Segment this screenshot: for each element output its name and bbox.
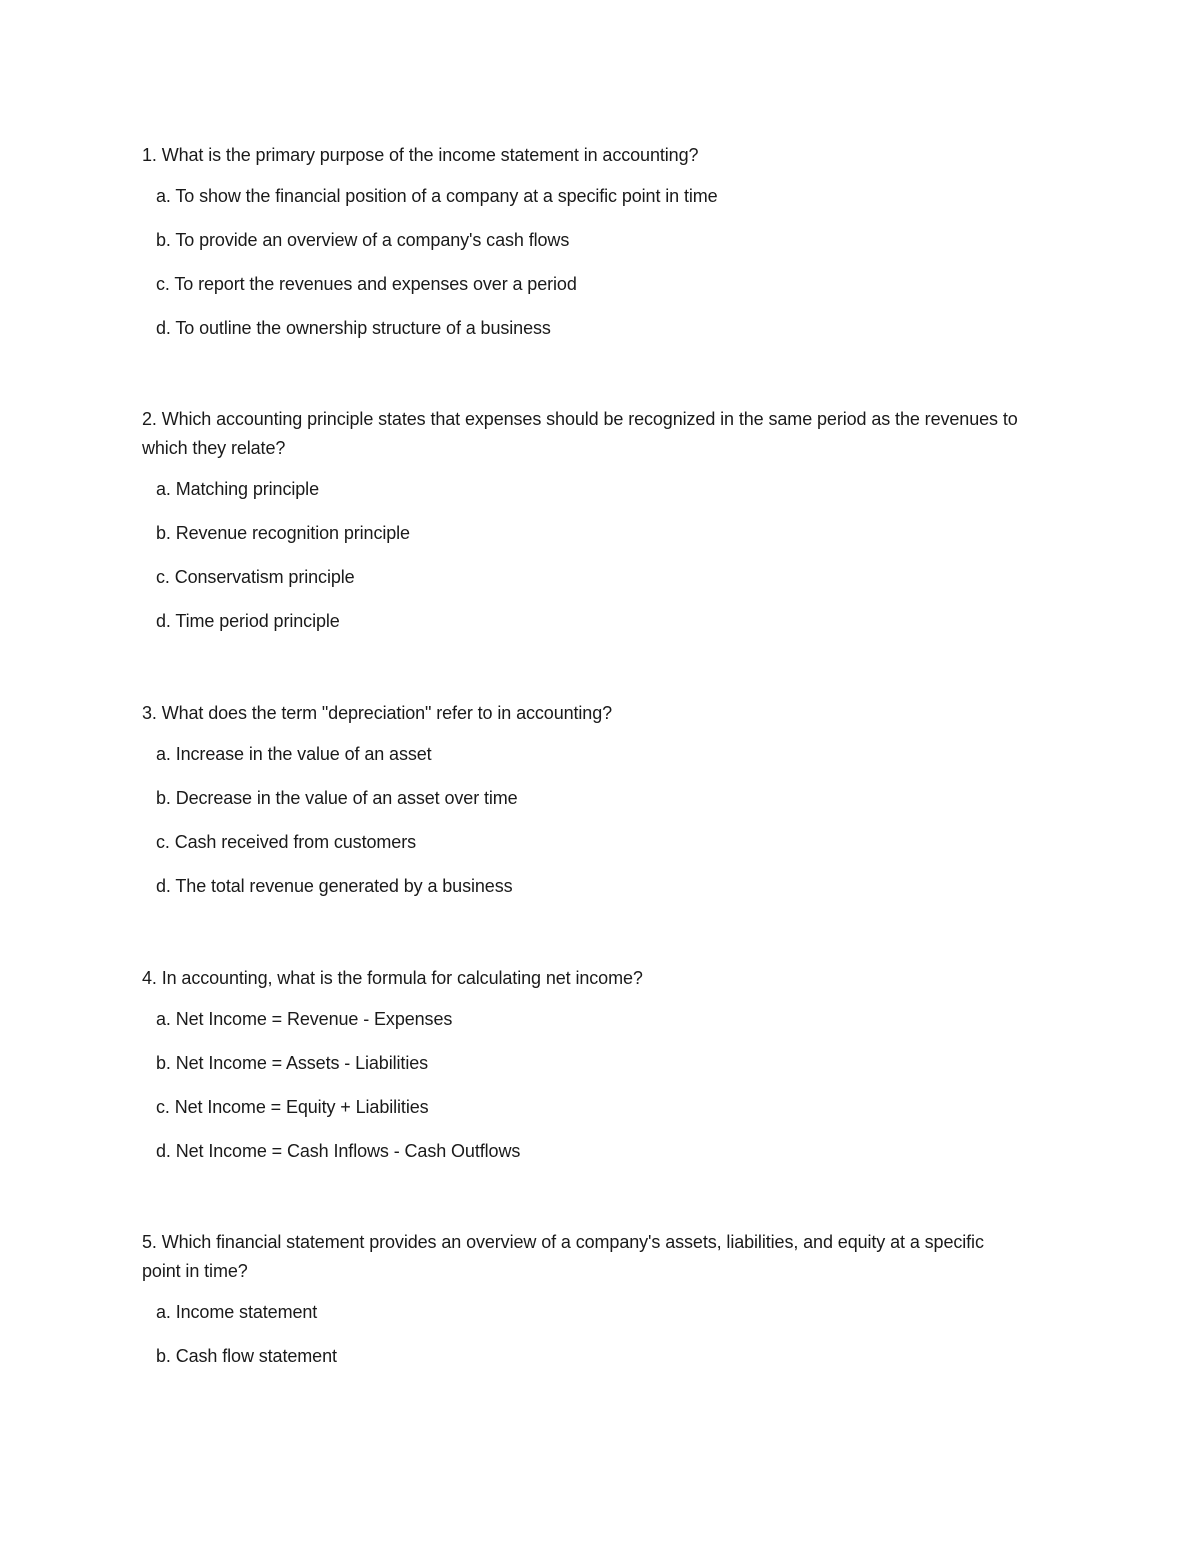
question-4: [142, 964, 1022, 1162]
option-d: d. Net Income = Cash Inflows - Cash Outflows: [156, 1141, 521, 1161]
answer-options: [142, 1008, 1022, 1162]
option-c: c. To report the revenues and expenses over a period: [156, 274, 577, 294]
option-a: a. Net Income = Revenue - Expenses: [156, 1009, 453, 1029]
question-3: [142, 699, 1022, 897]
option-b: b. Decrease in the value of an asset over time: [156, 788, 518, 808]
option-a: a. Income statement: [156, 1302, 318, 1322]
question-text: 5. Which financial statement provides an overview of a company's assets, liabilities, and equity at a specific point in time?: [142, 1232, 984, 1281]
option-a: a. To show the financial position of a company at a specific point in time: [156, 186, 718, 206]
option-c: c. Net Income = Equity + Liabilities: [156, 1097, 429, 1117]
option-a: a. Matching principle: [156, 479, 319, 499]
option-b: b. Net Income = Assets - Liabilities: [156, 1053, 429, 1073]
question-5: [142, 1228, 1022, 1367]
answer-options: [142, 478, 1022, 632]
question-text: 2. Which accounting principle states that expenses should be recognized in the same period as the revenues to which they relate?: [142, 409, 1018, 458]
option-c: c. Cash received from customers: [156, 832, 416, 852]
option-b: b. Cash flow statement: [156, 1346, 337, 1366]
option-b: b. Revenue recognition principle: [156, 523, 410, 543]
option-d: d. To outline the ownership structure of a business: [156, 318, 551, 338]
option-b: b. To provide an overview of a company's cash flows: [156, 230, 570, 250]
answer-options: [142, 1301, 1022, 1367]
question-text: 1. What is the primary purpose of the income statement in accounting?: [142, 145, 699, 165]
option-a: a. Increase in the value of an asset: [156, 744, 432, 764]
option-d: d. Time period principle: [156, 611, 340, 631]
answer-options: [142, 743, 1022, 897]
question-2: [142, 405, 1022, 632]
option-c: c. Conservatism principle: [156, 567, 355, 587]
answer-options: [142, 185, 1022, 339]
question-text: 3. What does the term "depreciation" refer to in accounting?: [142, 703, 613, 723]
option-d: d. The total revenue generated by a business: [156, 876, 513, 896]
question-1: [142, 141, 1022, 339]
question-text: 4. In accounting, what is the formula for calculating net income?: [142, 968, 643, 988]
